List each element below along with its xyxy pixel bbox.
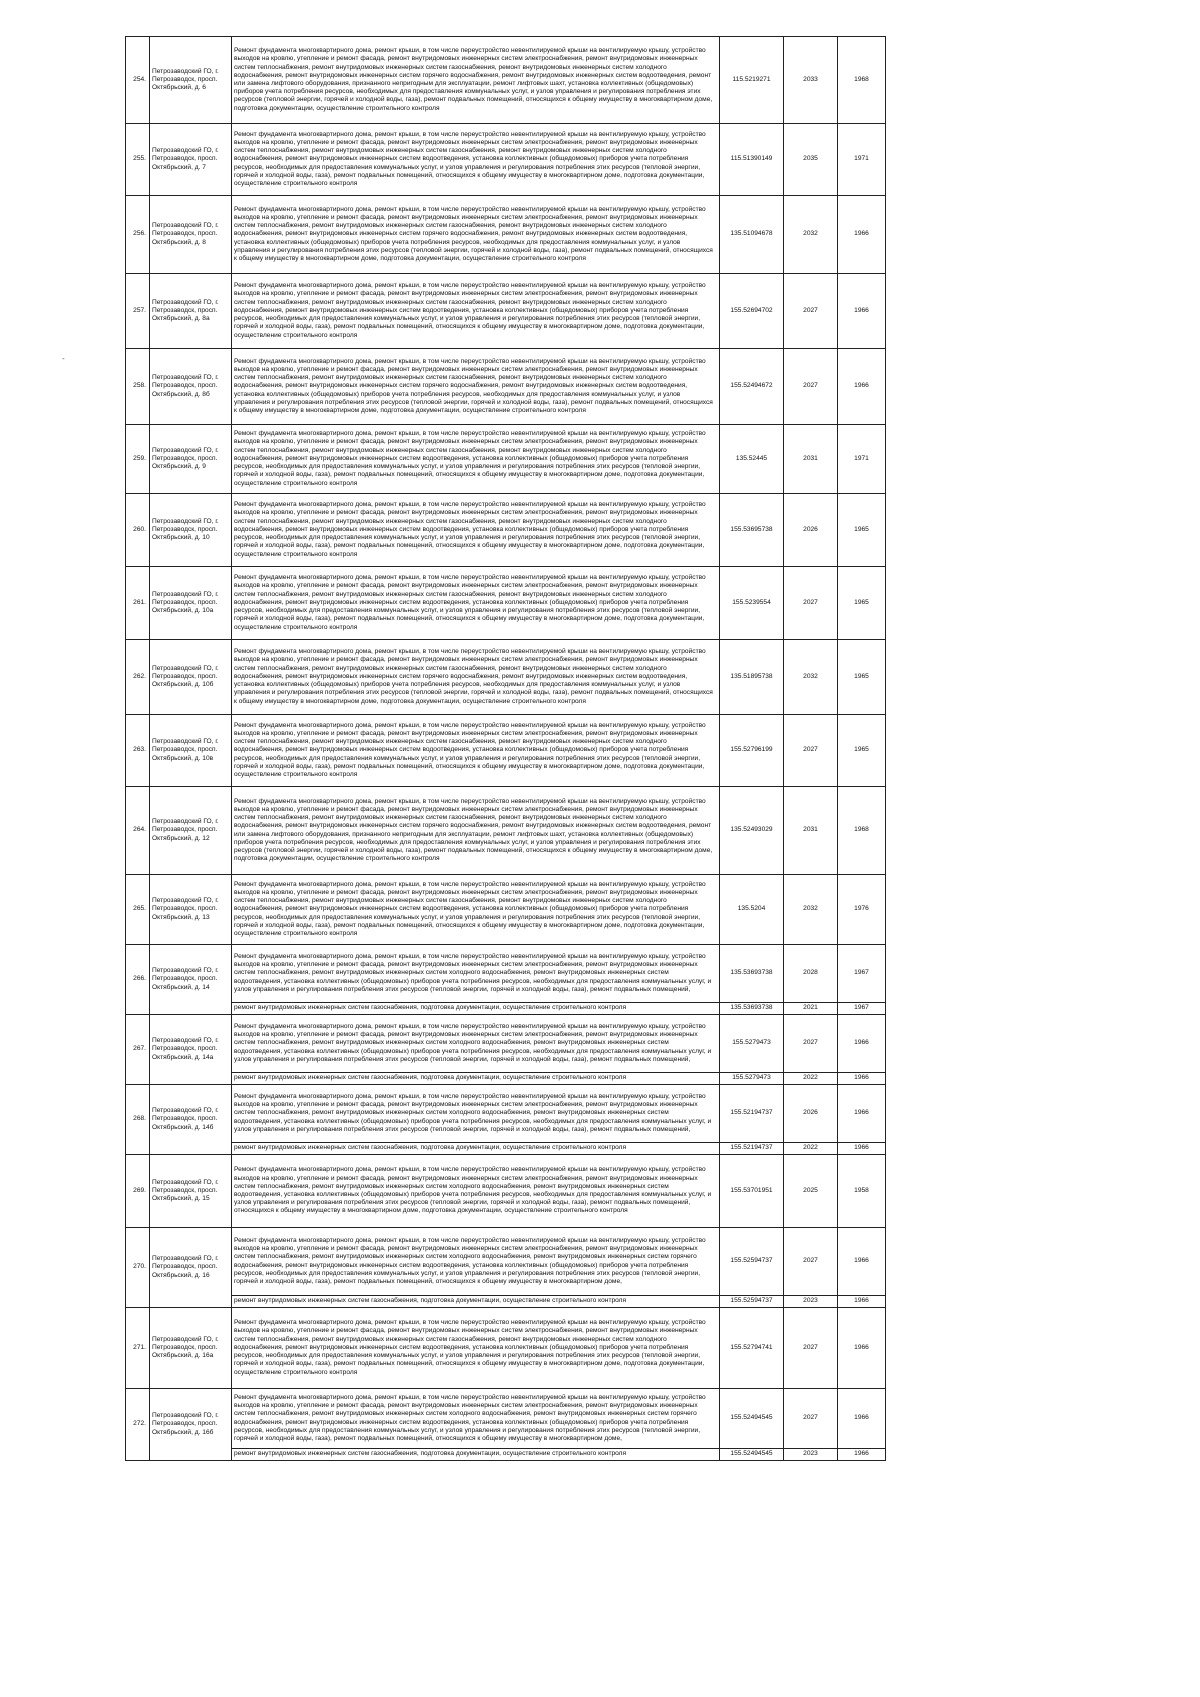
build-year-cell: 1965 xyxy=(838,567,886,640)
row-number-cell: 263. xyxy=(126,715,150,787)
planned-year-cell: 2033 xyxy=(784,37,838,124)
work-description-cell: Ремонт фундамента многоквартирного дома, ремонт крыши, в том числе переустройство невентилируемой крыши на вентилируемую крышу, устройство выходов на кровлю, утепление и ремонт фасада, ремонт внутридомовых инженерных систем электроснабжения, ремонт внутридомовых инженерных систем теплоснабжения, ремонт внутридомовых инженерных систем газоснабжения, ремонт внутридомовых инженерных систем холодного водоснабжения, ремонт внутридомовых инженерных систем горячего водоснабжения, ремонт внутридомовых инженерных систем водоотведения, ремонт или замена лифтового оборудования, признанного непригодным для эксплуатации, ремонт лифтовых шахт, установка коллективных (общедомовых) приборов учета потребления ресурсов, необходимых для предоставления коммунальных услуг, и узлов управления и регулирования потребления этих ресурсов (тепловой энергии, горячей и холодной воды, газа), ремонт подвальных помещений, относящихся к общему имуществу в многоквартирном доме, подготовка документации, осуществление строительного контроля xyxy=(232,787,720,875)
margin-dash-mark: - xyxy=(62,354,65,363)
planned-year-cell: 2022 xyxy=(784,1143,838,1155)
table-row xyxy=(126,945,886,1003)
table-row xyxy=(126,494,886,567)
planned-year-cell: 2028 xyxy=(784,945,838,1003)
work-description-cell: Ремонт фундамента многоквартирного дома, ремонт крыши, в том числе переустройство невентилируемой крыши на вентилируемую крышу, устройство выходов на кровлю, утепление и ремонт фасада, ремонт внутридомовых инженерных систем электроснабжения, ремонт внутридомовых инженерных систем теплоснабжения, ремонт внутридомовых инженерных систем холодного водоснабжения, ремонт внутридомовых инженерных систем горячего водоснабжения, ремонт внутридомовых инженерных систем водоотведения, установка коллективных (общедомовых) приборов учета потребления ресурсов, необходимых для предоставления коммунальных услуг, и узлов управления и регулирования потребления этих ресурсов (тепловой энергии, горячей и холодной воды, газа), ремонт подвальных помещений, относящихся к общему имуществу в многоквартирном доме, xyxy=(232,1228,720,1296)
table-row xyxy=(126,1389,886,1449)
address-cell: Петрозаводский ГО, г. Петрозаводск, просп. Октябрьский, д. 16а xyxy=(150,1308,232,1389)
table-subrow xyxy=(126,1296,886,1308)
table-subrow xyxy=(126,1003,886,1015)
row-number-cell: 266. xyxy=(126,945,150,1015)
build-year-cell: 1966 xyxy=(838,1296,886,1308)
row-number-cell: 267. xyxy=(126,1015,150,1085)
cost-cell: 155.53695738 xyxy=(720,494,784,567)
build-year-cell: 1965 xyxy=(838,640,886,715)
address-cell: Петрозаводский ГО, г. Петрозаводск, просп. Октябрьский, д. 10а xyxy=(150,567,232,640)
table-row xyxy=(126,567,886,640)
address-cell: Петрозаводский ГО, г. Петрозаводск, просп. Октябрьский, д. 6 xyxy=(150,37,232,124)
row-number-cell: 271. xyxy=(126,1308,150,1389)
build-year-cell: 1966 xyxy=(838,196,886,274)
address-cell: Петрозаводский ГО, г. Петрозаводск, просп. Октябрьский, д. 14а xyxy=(150,1015,232,1085)
table-body xyxy=(126,37,886,1461)
address-cell: Петрозаводский ГО, г. Петрозаводск, просп. Октябрьский, д. 12 xyxy=(150,787,232,875)
address-cell: Петрозаводский ГО, г. Петрозаводск, просп. Октябрьский, д. 13 xyxy=(150,875,232,945)
planned-year-cell: 2031 xyxy=(784,787,838,875)
planned-year-cell: 2027 xyxy=(784,715,838,787)
cost-cell: 155.52494545 xyxy=(720,1389,784,1449)
cost-cell: 135.53693738 xyxy=(720,945,784,1003)
row-number-cell: 254. xyxy=(126,37,150,124)
row-number-cell: 269. xyxy=(126,1155,150,1228)
work-description-cell: Ремонт фундамента многоквартирного дома, ремонт крыши, в том числе переустройство невентилируемой крыши на вентилируемую крышу, устройство выходов на кровлю, утепление и ремонт фасада, ремонт внутридомовых инженерных систем электроснабжения, ремонт внутридомовых инженерных систем теплоснабжения, ремонт внутридомовых инженерных систем газоснабжения, ремонт внутридомовых инженерных систем холодного водоснабжения, ремонт внутридомовых инженерных систем водоотведения, установка коллективных (общедомовых) приборов учета потребления ресурсов, необходимых для предоставления коммунальных услуг, и узлов управления и регулирования потребления этих ресурсов (тепловой энергии, горячей и холодной воды, газа), ремонт подвальных помещений, относящихся к общему имуществу в многоквартирном доме, подготовка документации, осуществление строительного контроля xyxy=(232,124,720,196)
planned-year-cell: 2027 xyxy=(784,1308,838,1389)
row-number-cell: 265. xyxy=(126,875,150,945)
planned-year-cell: 2032 xyxy=(784,196,838,274)
table-row xyxy=(126,1228,886,1296)
cost-cell: 135.51895738 xyxy=(720,640,784,715)
planned-year-cell: 2027 xyxy=(784,567,838,640)
work-description-cell: ремонт внутридомовых инженерных систем газоснабжения, подготовка документации, осуществление строительного контроля xyxy=(232,1073,720,1085)
cost-cell: 155.52594737 xyxy=(720,1296,784,1308)
work-description-cell: ремонт внутридомовых инженерных систем газоснабжения, подготовка документации, осуществление строительного контроля xyxy=(232,1449,720,1461)
build-year-cell: 1966 xyxy=(838,1143,886,1155)
table-row xyxy=(126,715,886,787)
cost-cell: 155.52594737 xyxy=(720,1228,784,1296)
table-row xyxy=(126,196,886,274)
table-subrow xyxy=(126,1073,886,1085)
build-year-cell: 1967 xyxy=(838,1003,886,1015)
document-sheet xyxy=(125,36,885,1461)
cost-cell: 135.53693738 xyxy=(720,1003,784,1015)
cost-cell: 155.5239554 xyxy=(720,567,784,640)
cost-cell: 155.5279473 xyxy=(720,1015,784,1073)
row-number-cell: 264. xyxy=(126,787,150,875)
address-cell: Петрозаводский ГО, г. Петрозаводск, просп. Октябрьский, д. 10в xyxy=(150,715,232,787)
work-description-cell: Ремонт фундамента многоквартирного дома, ремонт крыши, в том числе переустройство невентилируемой крыши на вентилируемую крышу, устройство выходов на кровлю, утепление и ремонт фасада, ремонт внутридомовых инженерных систем электроснабжения, ремонт внутридомовых инженерных систем теплоснабжения, ремонт внутридомовых инженерных систем холодного водоснабжения, ремонт внутридомовых инженерных систем горячего водоснабжения, ремонт внутридомовых инженерных систем водоотведения, установка коллективных (общедомовых) приборов учета потребления ресурсов, необходимых для предоставления коммунальных услуг, и узлов управления и регулирования потребления этих ресурсов (тепловой энергии, горячей и холодной воды, газа), ремонт подвальных помещений, относящихся к общему имуществу в многоквартирном доме, xyxy=(232,1389,720,1449)
planned-year-cell: 2023 xyxy=(784,1296,838,1308)
table-row xyxy=(126,425,886,494)
build-year-cell: 1966 xyxy=(838,274,886,349)
build-year-cell: 1965 xyxy=(838,715,886,787)
planned-year-cell: 2023 xyxy=(784,1449,838,1461)
table-row xyxy=(126,1085,886,1143)
row-number-cell: 259. xyxy=(126,425,150,494)
planned-year-cell: 2027 xyxy=(784,1015,838,1073)
planned-year-cell: 2027 xyxy=(784,1389,838,1449)
planned-year-cell: 2027 xyxy=(784,274,838,349)
planned-year-cell: 2032 xyxy=(784,640,838,715)
cost-cell: 155.52694702 xyxy=(720,274,784,349)
address-cell: Петрозаводский ГО, г. Петрозаводск, просп. Октябрьский, д. 10 xyxy=(150,494,232,567)
planned-year-cell: 2032 xyxy=(784,875,838,945)
build-year-cell: 1958 xyxy=(838,1155,886,1228)
cost-cell: 135.5204 xyxy=(720,875,784,945)
table-row xyxy=(126,1015,886,1073)
table-row xyxy=(126,875,886,945)
table-row xyxy=(126,1155,886,1228)
cost-cell: 155.52494672 xyxy=(720,349,784,425)
work-description-cell: ремонт внутридомовых инженерных систем газоснабжения, подготовка документации, осуществление строительного контроля xyxy=(232,1003,720,1015)
planned-year-cell: 2022 xyxy=(784,1073,838,1085)
planned-year-cell: 2026 xyxy=(784,494,838,567)
work-description-cell: Ремонт фундамента многоквартирного дома, ремонт крыши, в том числе переустройство невентилируемой крыши на вентилируемую крышу, устройство выходов на кровлю, утепление и ремонт фасада, ремонт внутридомовых инженерных систем электроснабжения, ремонт внутридомовых инженерных систем теплоснабжения, ремонт внутридомовых инженерных систем газоснабжения, ремонт внутридомовых инженерных систем холодного водоснабжения, ремонт внутридомовых инженерных систем горячего водоснабжения, ремонт внутридомовых инженерных систем водоотведения, установка коллективных (общедомовых) приборов учета потребления ресурсов, необходимых для предоставления коммунальных услуг, и узлов управления и регулирования потребления этих ресурсов (тепловой энергии, горячей и холодной воды, газа), ремонт подвальных помещений, относящихся к общему имуществу в многоквартирном доме, подготовка документации, осуществление строительного контроля xyxy=(232,640,720,715)
work-description-cell: ремонт внутридомовых инженерных систем газоснабжения, подготовка документации, осуществление строительного контроля xyxy=(232,1143,720,1155)
work-description-cell: Ремонт фундамента многоквартирного дома, ремонт крыши, в том числе переустройство невентилируемой крыши на вентилируемую крышу, устройство выходов на кровлю, утепление и ремонт фасада, ремонт внутридомовых инженерных систем электроснабжения, ремонт внутридомовых инженерных систем теплоснабжения, ремонт внутридомовых инженерных систем газоснабжения, ремонт внутридомовых инженерных систем холодного водоснабжения, ремонт внутридомовых инженерных систем водоотведения, установка коллективных (общедомовых) приборов учета потребления ресурсов, необходимых для предоставления коммунальных услуг, и узлов управления и регулирования потребления этих ресурсов (тепловой энергии, горячей и холодной воды, газа), ремонт подвальных помещений, относящихся к общему имуществу в многоквартирном доме, подготовка документации, осуществление строительного контроля xyxy=(232,1308,720,1389)
address-cell: Петрозаводский ГО, г. Петрозаводск, просп. Октябрьский, д. 9 xyxy=(150,425,232,494)
work-description-cell: Ремонт фундамента многоквартирного дома, ремонт крыши, в том числе переустройство невентилируемой крыши на вентилируемую крышу, устройство выходов на кровлю, утепление и ремонт фасада, ремонт внутридомовых инженерных систем электроснабжения, ремонт внутридомовых инженерных систем теплоснабжения, ремонт внутридомовых инженерных систем газоснабжения, ремонт внутридомовых инженерных систем холодного водоснабжения, ремонт внутридомовых инженерных систем горячего водоснабжения, ремонт внутридомовых инженерных систем водоотведения, ремонт или замена лифтового оборудования, признанного непригодным для эксплуатации, ремонт лифтовых шахт, установка коллективных (общедомовых) приборов учета потребления ресурсов, необходимых для предоставления коммунальных услуг, и узлов управления и регулирования потребления этих ресурсов (тепловой энергии, горячей и холодной воды, газа), ремонт подвальных помещений, относящихся к общему имуществу в многоквартирном доме, подготовка документации, осуществление строительного контроля xyxy=(232,37,720,124)
build-year-cell: 1966 xyxy=(838,1308,886,1389)
cost-cell: 155.52794741 xyxy=(720,1308,784,1389)
table-row xyxy=(126,640,886,715)
address-cell: Петрозаводский ГО, г. Петрозаводск, просп. Октябрьский, д. 14 xyxy=(150,945,232,1015)
table-row xyxy=(126,274,886,349)
work-description-cell: ремонт внутридомовых инженерных систем газоснабжения, подготовка документации, осуществление строительного контроля xyxy=(232,1296,720,1308)
address-cell: Петрозаводский ГО, г. Петрозаводск, просп. Октябрьский, д. 8б xyxy=(150,349,232,425)
address-cell: Петрозаводский ГО, г. Петрозаводск, просп. Октябрьский, д. 8а xyxy=(150,274,232,349)
cost-cell: 155.53701951 xyxy=(720,1155,784,1228)
build-year-cell: 1971 xyxy=(838,425,886,494)
cost-cell: 135.51094678 xyxy=(720,196,784,274)
build-year-cell: 1968 xyxy=(838,37,886,124)
table-subrow xyxy=(126,1449,886,1461)
cost-cell: 155.52194737 xyxy=(720,1143,784,1155)
planned-year-cell: 2031 xyxy=(784,425,838,494)
row-number-cell: 268. xyxy=(126,1085,150,1155)
work-description-cell: Ремонт фундамента многоквартирного дома, ремонт крыши, в том числе переустройство невентилируемой крыши на вентилируемую крышу, устройство выходов на кровлю, утепление и ремонт фасада, ремонт внутридомовых инженерных систем электроснабжения, ремонт внутридомовых инженерных систем теплоснабжения, ремонт внутридомовых инженерных систем газоснабжения, ремонт внутридомовых инженерных систем холодного водоснабжения, ремонт внутридомовых инженерных систем водоотведения, установка коллективных (общедомовых) приборов учета потребления ресурсов, необходимых для предоставления коммунальных услуг, и узлов управления и регулирования потребления этих ресурсов (тепловой энергии, горячей и холодной воды, газа), ремонт подвальных помещений, относящихся к общему имуществу в многоквартирном доме, подготовка документации, осуществление строительного контроля xyxy=(232,494,720,567)
build-year-cell: 1966 xyxy=(838,1073,886,1085)
work-description-cell: Ремонт фундамента многоквартирного дома, ремонт крыши, в том числе переустройство невентилируемой крыши на вентилируемую крышу, устройство выходов на кровлю, утепление и ремонт фасада, ремонт внутридомовых инженерных систем электроснабжения, ремонт внутридомовых инженерных систем теплоснабжения, ремонт внутридомовых инженерных систем газоснабжения, ремонт внутридомовых инженерных систем холодного водоснабжения, ремонт внутридомовых инженерных систем водоотведения, установка коллективных (общедомовых) приборов учета потребления ресурсов, необходимых для предоставления коммунальных услуг, и узлов управления и регулирования потребления этих ресурсов (тепловой энергии, горячей и холодной воды, газа), ремонт подвальных помещений, относящихся к общему имуществу в многоквартирном доме, подготовка документации, осуществление строительного контроля xyxy=(232,875,720,945)
planned-year-cell: 2025 xyxy=(784,1155,838,1228)
cost-cell: 155.52796199 xyxy=(720,715,784,787)
work-description-cell: Ремонт фундамента многоквартирного дома, ремонт крыши, в том числе переустройство невентилируемой крыши на вентилируемую крышу, устройство выходов на кровлю, утепление и ремонт фасада, ремонт внутридомовых инженерных систем электроснабжения, ремонт внутридомовых инженерных систем теплоснабжения, ремонт внутридомовых инженерных систем газоснабжения, ремонт внутридомовых инженерных систем холодного водоснабжения, ремонт внутридомовых инженерных систем водоотведения, установка коллективных (общедомовых) приборов учета потребления ресурсов, необходимых для предоставления коммунальных услуг, и узлов управления и регулирования потребления этих ресурсов (тепловой энергии, горячей и холодной воды, газа), ремонт подвальных помещений, относящихся к общему имуществу в многоквартирном доме, подготовка документации, осуществление строительного контроля xyxy=(232,567,720,640)
cost-cell: 155.52194737 xyxy=(720,1085,784,1143)
address-cell: Петрозаводский ГО, г. Петрозаводск, просп. Октябрьский, д. 16б xyxy=(150,1389,232,1461)
cost-cell: 135.52493029 xyxy=(720,787,784,875)
build-year-cell: 1966 xyxy=(838,349,886,425)
row-number-cell: 255. xyxy=(126,124,150,196)
address-cell: Петрозаводский ГО, г. Петрозаводск, просп. Октябрьский, д. 8 xyxy=(150,196,232,274)
table-row xyxy=(126,787,886,875)
cost-cell: 115.51390149 xyxy=(720,124,784,196)
work-description-cell: Ремонт фундамента многоквартирного дома, ремонт крыши, в том числе переустройство невентилируемой крыши на вентилируемую крышу, устройство выходов на кровлю, утепление и ремонт фасада, ремонт внутридомовых инженерных систем электроснабжения, ремонт внутридомовых инженерных систем теплоснабжения, ремонт внутридомовых инженерных систем газоснабжения, ремонт внутридомовых инженерных систем холодного водоснабжения, ремонт внутридомовых инженерных систем водоотведения, установка коллективных (общедомовых) приборов учета потребления ресурсов, необходимых для предоставления коммунальных услуг, и узлов управления и регулирования потребления этих ресурсов (тепловой энергии, горячей и холодной воды, газа), ремонт подвальных помещений, относящихся к общему имуществу в многоквартирном доме, подготовка документации, осуществление строительного контроля xyxy=(232,715,720,787)
build-year-cell: 1967 xyxy=(838,945,886,1003)
work-description-cell: Ремонт фундамента многоквартирного дома, ремонт крыши, в том числе переустройство невентилируемой крыши на вентилируемую крышу, устройство выходов на кровлю, утепление и ремонт фасада, ремонт внутридомовых инженерных систем электроснабжения, ремонт внутридомовых инженерных систем теплоснабжения, ремонт внутридомовых инженерных систем холодного водоснабжения, ремонт внутридомовых инженерных систем водоотведения, установка коллективных (общедомовых) приборов учета потребления ресурсов, необходимых для предоставления коммунальных услуг, и узлов управления и регулирования потребления этих ресурсов (тепловой энергии, горячей и холодной воды, газа), ремонт подвальных помещений, xyxy=(232,1085,720,1143)
table-row xyxy=(126,124,886,196)
work-description-cell: Ремонт фундамента многоквартирного дома, ремонт крыши, в том числе переустройство невентилируемой крыши на вентилируемую крышу, устройство выходов на кровлю, утепление и ремонт фасада, ремонт внутридомовых инженерных систем электроснабжения, ремонт внутридомовых инженерных систем теплоснабжения, ремонт внутридомовых инженерных систем газоснабжения, ремонт внутридомовых инженерных систем холодного водоснабжения, ремонт внутридомовых инженерных систем водоотведения, установка коллективных (общедомовых) приборов учета потребления ресурсов, необходимых для предоставления коммунальных услуг, и узлов управления и регулирования потребления этих ресурсов (тепловой энергии, горячей и холодной воды, газа), ремонт подвальных помещений, относящихся к общему имуществу в многоквартирном доме, подготовка документации, осуществление строительного контроля xyxy=(232,425,720,494)
address-cell: Петрозаводский ГО, г. Петрозаводск, просп. Октябрьский, д. 14б xyxy=(150,1085,232,1155)
build-year-cell: 1976 xyxy=(838,875,886,945)
row-number-cell: 257. xyxy=(126,274,150,349)
row-number-cell: 262. xyxy=(126,640,150,715)
work-description-cell: Ремонт фундамента многоквартирного дома, ремонт крыши, в том числе переустройство невентилируемой крыши на вентилируемую крышу, устройство выходов на кровлю, утепление и ремонт фасада, ремонт внутридомовых инженерных систем электроснабжения, ремонт внутридомовых инженерных систем теплоснабжения, ремонт внутридомовых инженерных систем газоснабжения, ремонт внутридомовых инженерных систем холодного водоснабжения, ремонт внутридомовых инженерных систем водоотведения, установка коллективных (общедомовых) приборов учета потребления ресурсов, необходимых для предоставления коммунальных услуг, и узлов управления и регулирования потребления этих ресурсов (тепловой энергии, горячей и холодной воды, газа), ремонт подвальных помещений, относящихся к общему имуществу в многоквартирном доме, подготовка документации, осуществление строительного контроля xyxy=(232,274,720,349)
table-row xyxy=(126,1308,886,1389)
build-year-cell: 1971 xyxy=(838,124,886,196)
build-year-cell: 1966 xyxy=(838,1449,886,1461)
table-row xyxy=(126,349,886,425)
work-description-cell: Ремонт фундамента многоквартирного дома, ремонт крыши, в том числе переустройство невентилируемой крыши на вентилируемую крышу, устройство выходов на кровлю, утепление и ремонт фасада, ремонт внутридомовых инженерных систем электроснабжения, ремонт внутридомовых инженерных систем теплоснабжения, ремонт внутридомовых инженерных систем холодного водоснабжения, ремонт внутридомовых инженерных систем водоотведения, установка коллективных (общедомовых) приборов учета потребления ресурсов, необходимых для предоставления коммунальных услуг, и узлов управления и регулирования потребления этих ресурсов (тепловой энергии, горячей и холодной воды, газа), ремонт подвальных помещений, относящихся к общему имуществу в многоквартирном доме, подготовка документации, осуществление строительного контроля xyxy=(232,1155,720,1228)
planned-year-cell: 2027 xyxy=(784,1228,838,1296)
work-description-cell: Ремонт фундамента многоквартирного дома, ремонт крыши, в том числе переустройство невентилируемой крыши на вентилируемую крышу, устройство выходов на кровлю, утепление и ремонт фасада, ремонт внутридомовых инженерных систем электроснабжения, ремонт внутридомовых инженерных систем теплоснабжения, ремонт внутридомовых инженерных систем холодного водоснабжения, ремонт внутридомовых инженерных систем водоотведения, установка коллективных (общедомовых) приборов учета потребления ресурсов, необходимых для предоставления коммунальных услуг, и узлов управления и регулирования потребления этих ресурсов (тепловой энергии, горячей и холодной воды, газа), ремонт подвальных помещений, xyxy=(232,1015,720,1073)
address-cell: Петрозаводский ГО, г. Петрозаводск, просп. Октябрьский, д. 15 xyxy=(150,1155,232,1228)
build-year-cell: 1968 xyxy=(838,787,886,875)
build-year-cell: 1965 xyxy=(838,494,886,567)
planned-year-cell: 2035 xyxy=(784,124,838,196)
cost-cell: 155.5279473 xyxy=(720,1073,784,1085)
row-number-cell: 272. xyxy=(126,1389,150,1461)
build-year-cell: 1966 xyxy=(838,1015,886,1073)
row-number-cell: 256. xyxy=(126,196,150,274)
build-year-cell: 1966 xyxy=(838,1085,886,1143)
table-row xyxy=(126,37,886,124)
row-number-cell: 260. xyxy=(126,494,150,567)
address-cell: Петрозаводский ГО, г. Петрозаводск, просп. Октябрьский, д. 10б xyxy=(150,640,232,715)
planned-year-cell: 2026 xyxy=(784,1085,838,1143)
row-number-cell: 258. xyxy=(126,349,150,425)
row-number-cell: 270. xyxy=(126,1228,150,1308)
address-cell: Петрозаводский ГО, г. Петрозаводск, просп. Октябрьский, д. 7 xyxy=(150,124,232,196)
cost-cell: 135.52445 xyxy=(720,425,784,494)
row-number-cell: 261. xyxy=(126,567,150,640)
cost-cell: 155.52494545 xyxy=(720,1449,784,1461)
planned-year-cell: 2027 xyxy=(784,349,838,425)
address-cell: Петрозаводский ГО, г. Петрозаводск, просп. Октябрьский, д. 16 xyxy=(150,1228,232,1308)
cost-cell: 115.5219271 xyxy=(720,37,784,124)
build-year-cell: 1966 xyxy=(838,1389,886,1449)
build-year-cell: 1966 xyxy=(838,1228,886,1296)
work-description-cell: Ремонт фундамента многоквартирного дома, ремонт крыши, в том числе переустройство невентилируемой крыши на вентилируемую крышу, устройство выходов на кровлю, утепление и ремонт фасада, ремонт внутридомовых инженерных систем электроснабжения, ремонт внутридомовых инженерных систем теплоснабжения, ремонт внутридомовых инженерных систем холодного водоснабжения, ремонт внутридомовых инженерных систем водоотведения, установка коллективных (общедомовых) приборов учета потребления ресурсов, необходимых для предоставления коммунальных услуг, и узлов управления и регулирования потребления этих ресурсов (тепловой энергии, горячей и холодной воды, газа), ремонт подвальных помещений, xyxy=(232,945,720,1003)
work-description-cell: Ремонт фундамента многоквартирного дома, ремонт крыши, в том числе переустройство невентилируемой крыши на вентилируемую крышу, устройство выходов на кровлю, утепление и ремонт фасада, ремонт внутридомовых инженерных систем электроснабжения, ремонт внутридомовых инженерных систем теплоснабжения, ремонт внутридомовых инженерных систем газоснабжения, ремонт внутридомовых инженерных систем холодного водоснабжения, ремонт внутридомовых инженерных систем горячего водоснабжения, ремонт внутридомовых инженерных систем водоотведения, установка коллективных (общедомовых) приборов учета потребления ресурсов, необходимых для предоставления коммунальных услуг, и узлов управления и регулирования потребления этих ресурсов (тепловой энергии, горячей и холодной воды, газа), ремонт подвальных помещений, относящихся к общему имуществу в многоквартирном доме, подготовка документации, осуществление строительного контроля xyxy=(232,349,720,425)
work-description-cell: Ремонт фундамента многоквартирного дома, ремонт крыши, в том числе переустройство невентилируемой крыши на вентилируемую крышу, устройство выходов на кровлю, утепление и ремонт фасада, ремонт внутридомовых инженерных систем электроснабжения, ремонт внутридомовых инженерных систем теплоснабжения, ремонт внутридомовых инженерных систем газоснабжения, ремонт внутридомовых инженерных систем холодного водоснабжения, ремонт внутридомовых инженерных систем горячего водоснабжения, ремонт внутридомовых инженерных систем водоотведения, установка коллективных (общедомовых) приборов учета потребления ресурсов, необходимых для предоставления коммунальных услуг, и узлов управления и регулирования потребления этих ресурсов (тепловой энергии, горячей и холодной воды, газа), ремонт подвальных помещений, относящихся к общему имуществу в многоквартирном доме, подготовка документации, осуществление строительного контроля xyxy=(232,196,720,274)
planned-year-cell: 2021 xyxy=(784,1003,838,1015)
table-subrow xyxy=(126,1143,886,1155)
capital-repair-table xyxy=(125,36,886,1461)
